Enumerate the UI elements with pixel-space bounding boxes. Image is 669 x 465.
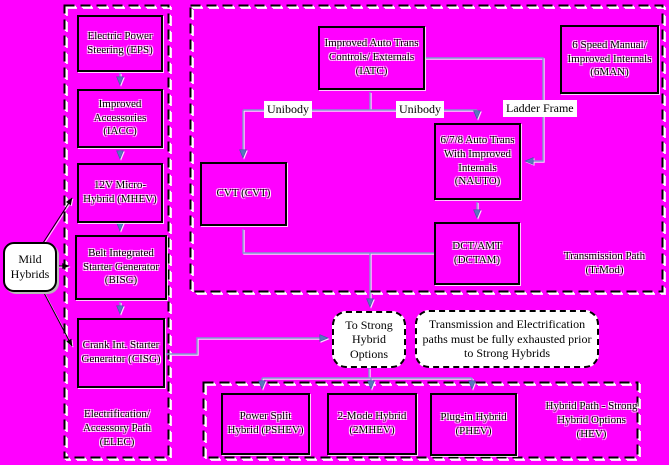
edge-cvt-dctam-bus	[243, 229, 434, 253]
node-dctam: DCT/AMT (DCTAM)	[434, 222, 520, 285]
edge-mild-mhev	[43, 198, 72, 243]
node-nauto: 6/7/8 Auto Trans With Improved Internals (NAUTO)	[434, 123, 521, 200]
label-transmission-path: Transmission Path (TrMod)	[563, 249, 646, 276]
edge-cisg-tostrong	[166, 338, 327, 354]
edge-label-unibody-right: Unibody	[396, 101, 444, 118]
edge-mild-cisg	[43, 291, 72, 346]
node-iatc: Improved Auto Trans Controls/ Externals (IATC)	[318, 26, 425, 90]
node-iacc: Improved Accessories (IACC)	[77, 89, 163, 148]
elec-path-container	[65, 6, 171, 460]
node-bisg: Belt Integrated Starter Generator (BISG)	[75, 235, 167, 300]
edge-label-ladder-frame: Ladder Frame	[503, 100, 577, 117]
label-hybrid-path: Hybrid Path - Strong Hybrid Options (HEV)	[545, 399, 638, 441]
node-cisg: Crank Int. Starter Generator (CISG)	[77, 318, 165, 388]
label-elec-path: Electrification/ Accessory Path (ELEC)	[82, 407, 152, 449]
node-pshev: Power Split Hybrid (PSHEV)	[221, 393, 310, 455]
node-phev: Plug-in Hybrid (PHEV)	[430, 393, 517, 456]
edge-label-unibody-left: Unibody	[264, 101, 312, 118]
node-mhev: 12V Micro-Hybrid (MHEV)	[77, 163, 163, 223]
node-cvt: CVT (CVT)	[200, 162, 287, 226]
node-eps: Electric Power Steering (EPS)	[77, 15, 163, 72]
node-mild-hybrids: Mild Hybrids	[3, 242, 57, 292]
node-6man: 6 Speed Manual/ Improved Internals (6MAN)	[560, 25, 659, 94]
node-2mhev: 2-Mode Hybrid (2MHEV)	[327, 393, 417, 455]
note-strong-hybrid-prerequisite: Transmission and Electrification paths must be fully exhausted prior to Strong Hybrids	[415, 310, 599, 368]
node-to-strong-hybrid-options: To Strong Hybrid Options	[332, 311, 406, 368]
